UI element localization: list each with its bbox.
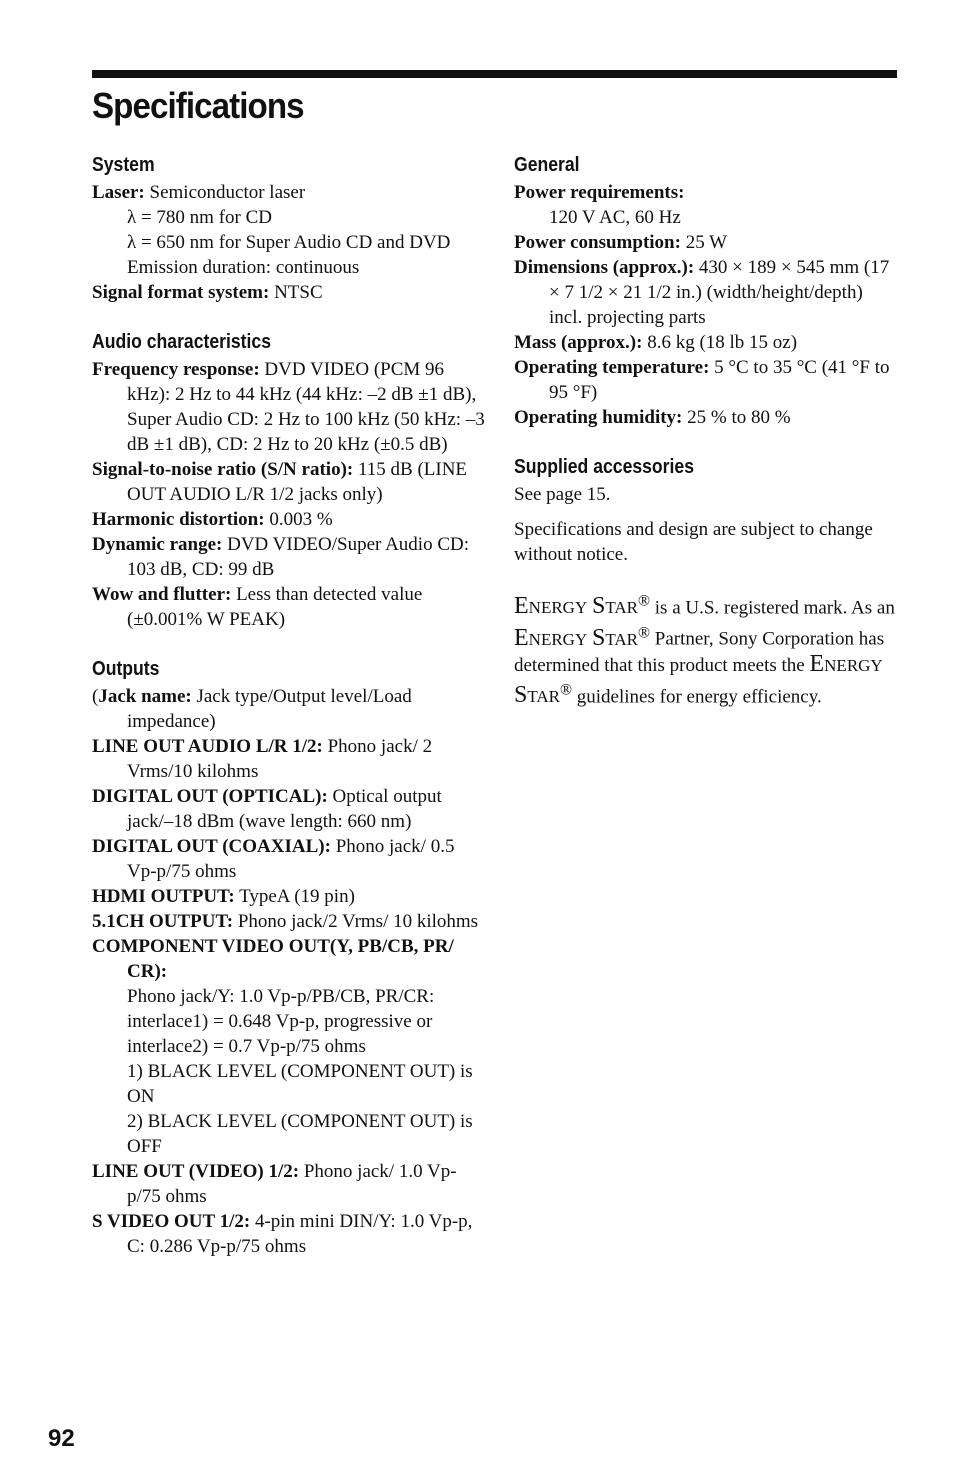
left-column xyxy=(92,150,487,1281)
spec-value: 8.6 kg (18 lb 15 oz) xyxy=(647,332,798,353)
spec-entry xyxy=(92,884,487,909)
spec-subline: 2) BLACK LEVEL (COMPONENT OUT) is OFF xyxy=(127,1111,473,1157)
header-rule xyxy=(92,70,897,78)
spec-label: Operating humidity: xyxy=(514,407,683,428)
spec-subline: Emission duration: continuous xyxy=(127,257,360,278)
spec-entry xyxy=(92,1159,487,1209)
spec-entry xyxy=(514,355,898,405)
mark-part: TAR xyxy=(605,598,638,618)
spec-label: Operating temperature: xyxy=(514,357,710,378)
mark-part: ® xyxy=(560,681,573,699)
spec-value: Phono jack/ 0.5 Vp-p/75 ohms xyxy=(127,836,455,882)
spec-value: 25 W xyxy=(685,232,728,253)
spec-entry xyxy=(514,230,898,255)
spec-value: 430 × 189 × 545 mm (17 × 7 1/2 × 21 1/2 in.) (width/height/depth) incl. projecting parts xyxy=(549,257,890,328)
notice-text: is a U.S. registered mark. As an xyxy=(650,597,895,619)
spec-value: 5 °C to 35 °C (41 °F to 95 °F) xyxy=(549,357,890,403)
spec-entry xyxy=(92,582,487,632)
spec-subline: λ = 780 nm for CD xyxy=(127,207,273,228)
paragraph: See page 15. xyxy=(514,484,611,505)
spec-value: Less than detected value (±0.001% W PEAK) xyxy=(127,584,423,630)
spec-value: 115 dB (LINE OUT AUDIO L/R 1/2 jacks only) xyxy=(127,459,468,505)
spec-label: Dimensions (approx.): xyxy=(514,257,695,278)
spec-entry xyxy=(514,255,898,330)
section-heading: Audio characteristics xyxy=(92,331,272,353)
right-column xyxy=(514,150,898,719)
spec-entry xyxy=(514,330,898,355)
page-title: Specifications xyxy=(92,85,304,126)
paragraph: Specifications and design are subject to change without notice. xyxy=(514,519,873,565)
spec-value: Jack type/Output level/Load impedance) xyxy=(127,686,412,732)
spec-label: Wow and flutter: xyxy=(92,584,232,605)
section-heading: System xyxy=(92,154,155,176)
spec-section xyxy=(514,150,898,430)
spec-value: Semiconductor laser xyxy=(149,182,306,203)
spec-subline: Phono jack/Y: 1.0 Vp-p/PB/CB, PR/CR: interlace1) = 0.648 Vp-p, progressive or interlace2) = 0.7 Vp-p/75 ohms xyxy=(127,986,435,1057)
spec-subline: λ = 650 nm for Super Audio CD and DVD xyxy=(127,232,451,253)
spec-value: Phono jack/ 2 Vrms/10 kilohms xyxy=(127,736,433,782)
spec-label: Power requirements: xyxy=(514,182,685,203)
spec-label: LINE OUT (VIDEO) 1/2: xyxy=(92,1161,300,1182)
mark-part: NERGY xyxy=(528,629,588,649)
spec-entry xyxy=(514,405,898,430)
spec-label: Power consumption: xyxy=(514,232,681,253)
spec-label: Signal format system: xyxy=(92,282,270,303)
section-heading: General xyxy=(514,154,580,176)
spec-entry xyxy=(92,532,487,582)
spec-value: TypeA (19 pin) xyxy=(239,886,355,907)
spec-entry xyxy=(92,507,487,532)
energy-star-mark xyxy=(514,593,651,620)
spec-label: S VIDEO OUT 1/2: xyxy=(92,1211,251,1232)
spec-label: HDMI OUTPUT: xyxy=(92,886,235,907)
spec-label: DIGITAL OUT (OPTICAL): xyxy=(92,786,328,807)
spec-label: LINE OUT AUDIO L/R 1/2: xyxy=(92,736,323,757)
spec-value: DVD VIDEO (PCM 96 kHz): 2 Hz to 44 kHz (44 kHz: –2 dB ±1 dB), Super Audio CD: 2 Hz to 100 kHz (50 kHz: –3 dB ±1 dB), CD: 2 Hz to 20 kHz (±0.5 dB) xyxy=(127,359,485,455)
spec-section xyxy=(92,654,487,1259)
spec-label: Mass (approx.): xyxy=(514,332,643,353)
energy-star-notice xyxy=(514,589,898,709)
mark-part: NERGY xyxy=(824,655,883,675)
page-number: 92 xyxy=(48,1425,75,1452)
mark-part: S xyxy=(591,624,606,651)
mark-part: E xyxy=(514,593,529,620)
spec-value: DVD VIDEO/Super Audio CD: 103 dB, CD: 99 dB xyxy=(127,534,469,580)
spec-label: Laser: xyxy=(92,182,145,203)
spec-value: 25 % to 80 % xyxy=(687,407,791,428)
spec-entry xyxy=(92,180,487,205)
mark-part: TAR xyxy=(527,686,560,706)
spec-label: Frequency response: xyxy=(92,359,260,380)
mark-part: S xyxy=(514,681,528,708)
mark-part: E xyxy=(514,624,529,651)
mark-part: TAR xyxy=(605,629,638,649)
spec-entry xyxy=(92,909,487,934)
spec-value: NTSC xyxy=(274,282,323,303)
spec-section xyxy=(514,452,898,567)
spec-subline: 1) BLACK LEVEL (COMPONENT OUT) is ON xyxy=(127,1061,473,1107)
spec-entry xyxy=(92,357,487,457)
spec-label: Signal-to-noise ratio (S/N ratio): xyxy=(92,459,354,480)
spec-value: Phono jack/ 1.0 Vp-p/75 ohms xyxy=(127,1161,457,1207)
energy-star-mark xyxy=(514,624,651,651)
spec-entry xyxy=(92,280,487,305)
mark-part: NERGY xyxy=(528,598,588,618)
section-heading: Supplied accessories xyxy=(514,456,695,478)
spec-entry xyxy=(92,684,487,734)
spec-section xyxy=(92,150,487,305)
spec-label: DIGITAL OUT (COAXIAL): xyxy=(92,836,331,857)
section-heading: Outputs xyxy=(92,658,160,680)
spec-value: Phono jack/2 Vrms/ 10 kilohms xyxy=(237,911,479,932)
spec-entry xyxy=(92,934,487,984)
spec-value: 4-pin mini DIN/Y: 1.0 Vp-p, C: 0.286 Vp-p/75 ohms xyxy=(127,1211,473,1257)
spec-label: 5.1CH OUTPUT: xyxy=(92,911,234,932)
spec-entry xyxy=(92,457,487,507)
spec-entry xyxy=(514,180,898,205)
mark-part: S xyxy=(591,593,606,620)
spec-value: Optical output jack/–18 dBm (wave length: 660 nm) xyxy=(127,786,442,832)
spec-label: Harmonic distortion: xyxy=(92,509,265,530)
spec-section xyxy=(92,327,487,632)
spec-label: COMPONENT VIDEO OUT(Y, PB/CB, PR/ CR): xyxy=(92,936,454,982)
spec-label: Jack name: xyxy=(98,686,192,707)
spec-entry xyxy=(92,734,487,784)
entry-prefix: ( xyxy=(92,686,99,707)
mark-part: E xyxy=(809,650,825,677)
spec-entry xyxy=(92,784,487,834)
spec-label: Dynamic range: xyxy=(92,534,223,555)
spec-entry xyxy=(92,834,487,884)
notice-text: guidelines for energy efficiency. xyxy=(572,685,822,707)
spec-entry xyxy=(92,1209,487,1259)
notice-text: Partner, Sony Corporation has determined that this product meets the xyxy=(514,628,885,676)
spec-subline: 120 V AC, 60 Hz xyxy=(549,207,681,228)
spec-value: 0.003 % xyxy=(269,509,333,530)
mark-part: ® xyxy=(637,624,651,642)
mark-part: ® xyxy=(637,593,651,610)
